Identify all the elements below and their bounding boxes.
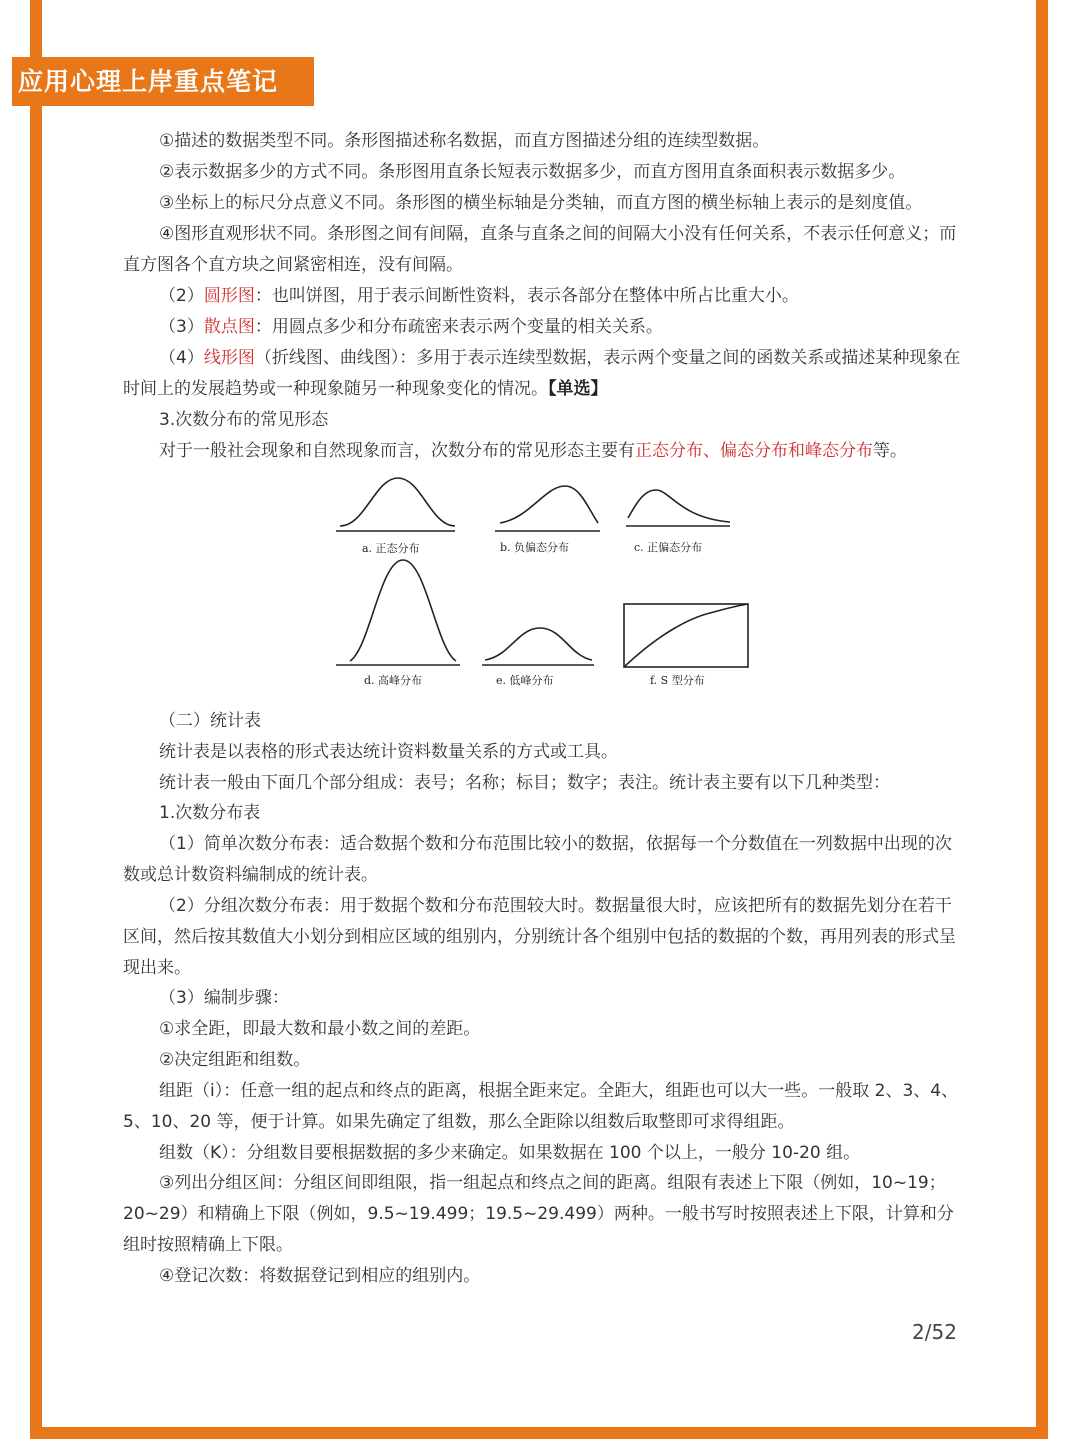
text-line-19: 组距（i）：任意一组的起点和终点的距离，根据全距来定。全距大，组距也可以大一些。一般取 2、3、4、5、10、20 等，便于计算。如果先确定了组数，那么全距除以组数后取整即可求得组距。 [123, 1081, 959, 1132]
text-scatter [123, 312, 963, 343]
low-peak-curve [485, 628, 592, 660]
term-pie-chart: 圆形图 [203, 286, 255, 306]
s-curve-frame [624, 604, 748, 667]
caption-a: a. 正态分布 [362, 542, 420, 555]
negative-skew-curve [500, 486, 598, 523]
item-number: （3） [159, 317, 204, 337]
subheading-frequency-table: 1.次数分布表 [159, 803, 261, 823]
text-line-4: ④图形直观形状不同。条形图之间有间隔，直条与直条之间的间隔大小没有任何关系，不表示任何意义；而直方图各个直方块之间紧密相连，没有间隔。 [123, 224, 957, 275]
line-graph-desc: （折线图、曲线图）：多用于表示连续型数据，表示两个变量之间的函数关系或描述某种现象在时间上的发展趋势或一种现象随另一种现象变化的情况。 [123, 348, 961, 399]
text-pie-chart [123, 281, 963, 312]
section-heading-distribution: 3.次数分布的常见形态 [159, 410, 329, 430]
s-curve [624, 604, 748, 667]
caption-f: f. S 型分布 [650, 674, 705, 687]
text-line-17: ①求全距，即最大数和最小数之间的差距。 [159, 1019, 481, 1039]
distribution-intro: 对于一般社会现象和自然现象而言，次数分布的常见形态主要有 [159, 441, 635, 461]
distribution-end: 等。 [873, 441, 907, 461]
term-line-graph: 线形图 [203, 348, 255, 368]
section-heading-tables: （二）统计表 [159, 711, 261, 731]
text-line-22: ④登记次数：将数据登记到相应的组别内。 [159, 1266, 481, 1286]
text-line-20: 组数（K）：分组数目要根据数据的多少来确定。如果数据在 100 个以上，一般分 10-20 组。 [159, 1143, 861, 1163]
text-line-12: 统计表一般由下面几个部分组成：表号；名称；标目；数字；表注。统计表主要有以下几种类型： [159, 773, 890, 793]
scatter-desc: ：用圆点多少和分布疏密来表示两个变量的相关关系。 [254, 317, 663, 337]
caption-b: b. 负偏态分布 [500, 541, 570, 554]
normal-curve [340, 478, 455, 526]
text-line-16: （3）编制步骤： [159, 988, 289, 1008]
caption-e: e. 低峰分布 [496, 674, 554, 687]
text-line-1: ①描述的数据类型不同。条形图描述称名数据，而直方图描述分组的连续型数据。 [159, 131, 770, 151]
high-peak-curve [350, 560, 456, 661]
caption-c: c. 正偏态分布 [634, 541, 703, 554]
text-line-15: （2）分组次数分布表：用于数据个数和分布范围较大时。数据量很大时，应该把所有的数据先划分在若干区间，然后按其数值大小划分到相应区域的组别内，分别统计各个组别中包括的数据的个数，再用列表的形式呈现出来。 [123, 896, 956, 978]
text-line-graph [123, 343, 963, 405]
positive-skew-curve [628, 490, 730, 522]
distribution-shapes-figure [330, 468, 760, 693]
text-line-2: ②表示数据多少的方式不同。条形图用直条长短表示数据多少，而直方图用直条面积表示数据多少。 [159, 162, 906, 182]
item-number: （4） [159, 348, 204, 368]
header-title: 应用心理上岸重点笔记 [12, 57, 314, 106]
text-line-14: （1）简单次数分布表：适合数据个数和分布范围比较小的数据，依据每一个分数值在一列数据中出现的次数或总计数资料编制成的统计表。 [123, 834, 952, 885]
text-line-11: 统计表是以表格的形式表达统计资料数量关系的方式或工具。 [159, 742, 618, 762]
text-line-21: ③列出分组区间：分组区间即组限，指一组起点和终点之间的距离。组限有表述上下限（例如，10~19；20~29）和精确上下限（例如，9.5~19.499；19.5~29.499）两种。一般书写时按照表述上下限，计算和分组时按照精确上下限。 [123, 1173, 954, 1255]
single-choice-tag: 【单选】 [548, 379, 608, 399]
text-line-3: ③坐标上的标尺分点意义不同。条形图的横坐标轴是分类轴，而直方图的横坐标轴上表示的是刻度值。 [159, 193, 923, 213]
term-distributions: 正态分布、偏态分布和峰态分布 [635, 441, 873, 461]
text-distribution-forms [123, 436, 963, 467]
item-number: （2） [159, 286, 204, 306]
term-scatter: 散点图 [203, 317, 255, 337]
page-number: 2/52 [912, 1320, 957, 1344]
pie-chart-desc: ：也叫饼图，用于表示间断性资料，表示各部分在整体中所占比重大小。 [254, 286, 799, 306]
caption-d: d. 高峰分布 [364, 674, 423, 687]
text-line-18: ②决定组距和组数。 [159, 1050, 311, 1070]
